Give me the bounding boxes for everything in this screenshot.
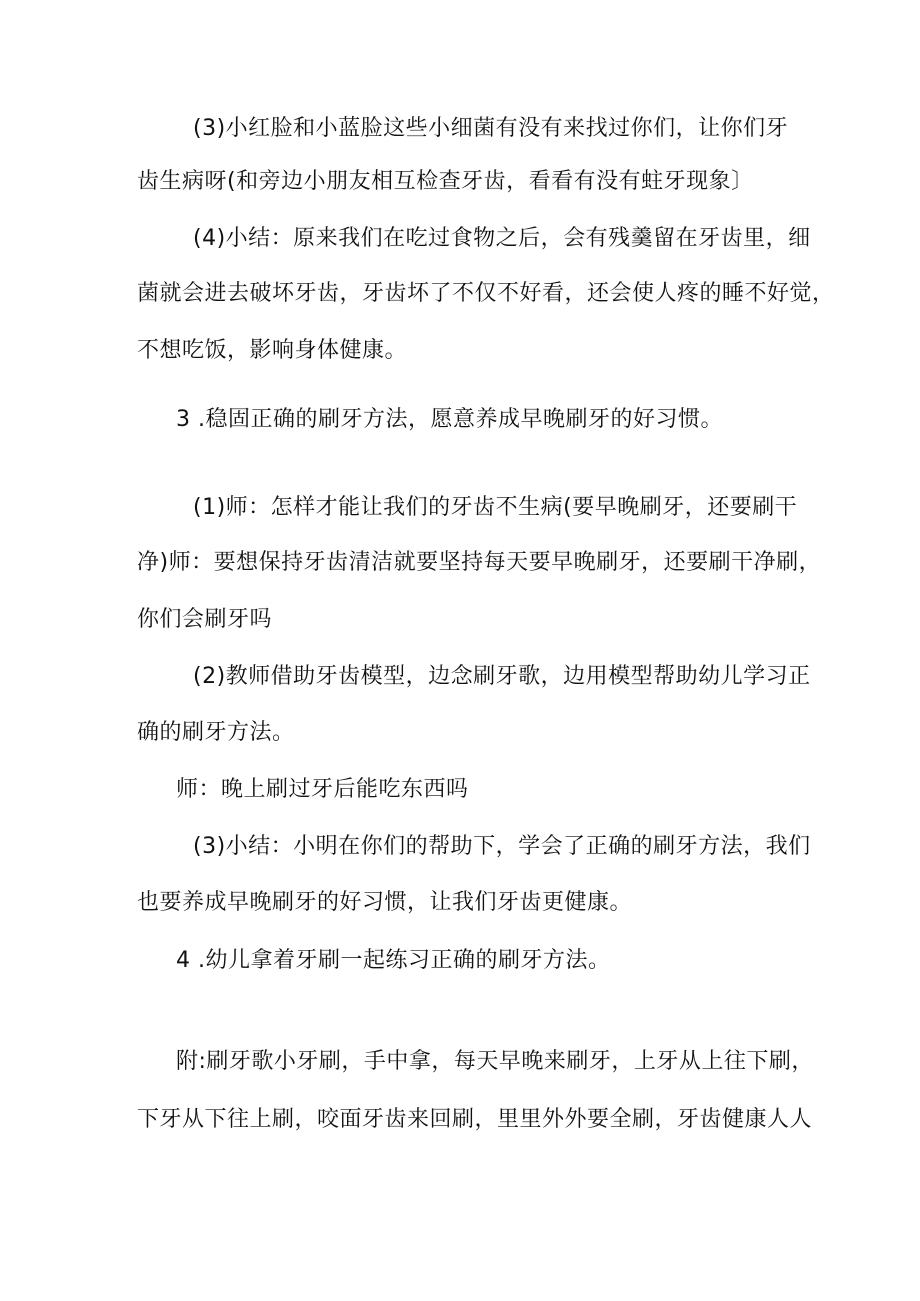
paragraph-line: 齿生病呀(和旁边小朋友相互检查牙齿，看看有没有蛀牙现象〕 xyxy=(137,169,754,194)
paragraph-line: (4)小结：原来我们在吃过食物之后，会有残羹留在牙齿里，细 xyxy=(193,226,811,251)
paragraph-line: (3)小结：小明在你们的帮助下，学会了正确的刷牙方法，我们 xyxy=(193,834,811,859)
paragraph-line: 师：晚上刷过牙后能吃东西吗 xyxy=(176,777,469,802)
paragraph-line: 菌就会进去破坏牙齿，牙齿坏了不仅不好看，还会使人疼的睡不好觉， xyxy=(137,281,835,306)
paragraph-line: (1)师：怎样才能让我们的牙齿不生病(要早晚刷牙，还要刷干 xyxy=(193,495,798,520)
paragraph-line: 不想吃饭，影响身体健康。 xyxy=(137,338,408,363)
paragraph-line: (2)教师借助牙齿模型，边念刷牙歌，边用模型帮助幼儿学习正 xyxy=(193,664,811,689)
paragraph-line: 确的刷牙方法。 xyxy=(137,720,295,745)
paragraph-line: 下牙从下往上刷，咬面牙齿来回刷，里里外外要全刷，牙齿健康人人 xyxy=(137,1107,813,1132)
section-heading: 4 .幼儿拿着牙刷一起练习正确的刷牙方法。 xyxy=(176,948,611,973)
paragraph-line: (3)小红脸和小蓝脸这些小细菌有没有来找过你们，让你们牙 xyxy=(193,116,789,141)
paragraph-line: 你们会刷牙吗 xyxy=(137,607,273,632)
paragraph-line: 净)师：要想保持牙齿清洁就要坚持每天要早晚刷牙，还要刷干净刷， xyxy=(137,550,822,575)
paragraph-line: 附:刷牙歌小牙刷，手中拿，每天早晚来刷牙，上牙从上往下刷， xyxy=(176,1049,814,1074)
section-heading: 3 .稳固正确的刷牙方法，愿意养成早晚刷牙的好习惯。 xyxy=(176,407,723,432)
paragraph-line: 也要养成早晚刷牙的好习惯，让我们牙齿更健康。 xyxy=(137,890,633,915)
